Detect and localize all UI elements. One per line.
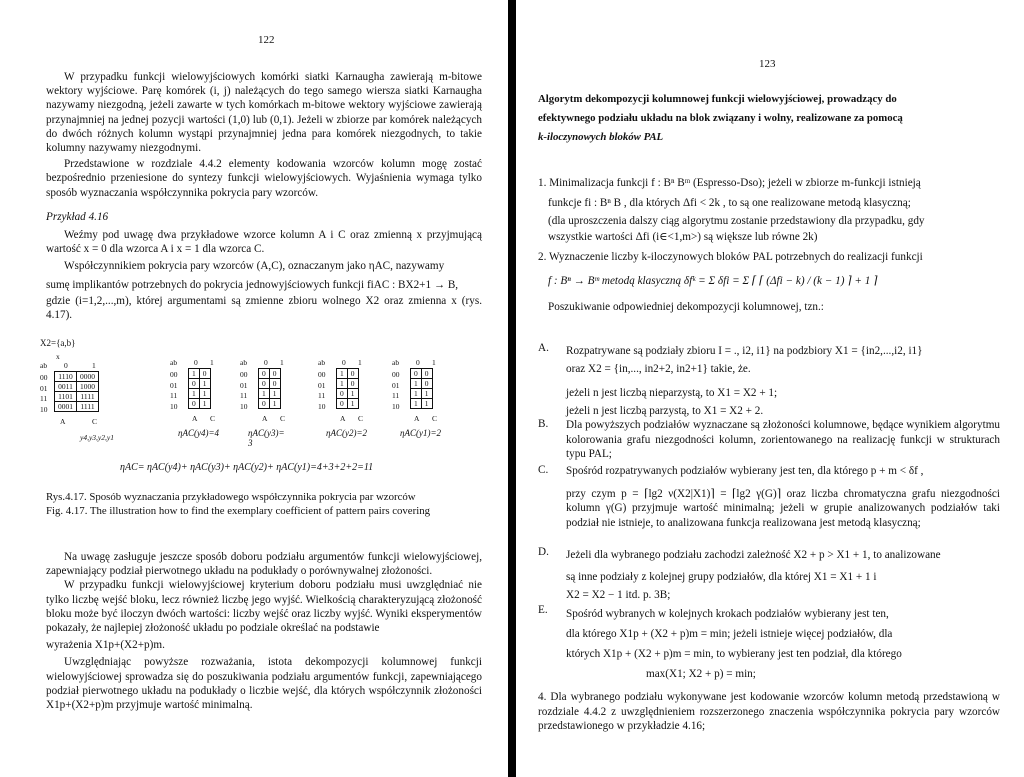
set-label: X2={a,b}: [40, 338, 76, 348]
heading-line-1: Algorytm dekompozycji kolumnowej funkcji wielowyjściowej, prowadzący do: [538, 93, 897, 105]
row-labels: [40, 373, 48, 415]
kmap-cell: 0: [269, 369, 280, 379]
col0-label: 0: [264, 358, 268, 367]
col1-label: 1: [432, 358, 436, 367]
col-name-a: A: [192, 414, 198, 423]
kmap-cell: 1111: [77, 402, 99, 412]
col0-label: 0: [64, 361, 68, 370]
row-label: 00: [240, 370, 248, 379]
caption-en: Fig. 4.17. The illustration how to find the exemplary coefficient of pattern pairs covering: [46, 505, 430, 518]
ab-label: ab: [170, 358, 178, 367]
sub-kmap-table: [336, 368, 359, 409]
col1-label: 1: [358, 358, 362, 367]
step-1-line-1: 1. Minimalizacja funkcji f : Bⁿ Bᵐ (Espresso-Dso); jeżeli w zbiorze m-funkcji istnieją: [538, 177, 921, 189]
step-2-formula: f : Bⁿ → Bᵐ metodą klasyczną δfᵏ = Σ δfi = Σ ⌈ ⌈ (Δfi − k) / (k − 1) ⌉ + 1 ⌉: [548, 275, 878, 287]
kmap-cell: 1: [421, 389, 432, 399]
kmap-cell: 0: [259, 399, 270, 409]
example-title: Przykład 4.16: [46, 211, 109, 223]
kmap-cell: 0: [347, 379, 358, 389]
kmap-cell: 1: [411, 379, 422, 389]
row-label: 00: [170, 370, 178, 379]
row-label: 11: [318, 391, 326, 400]
example-sum: sumę implikantów potrzebnych do pokrycia jednowyjściowych funkcji fiAC : BX2+1 → B,: [46, 278, 459, 291]
kmap-cell: 1: [199, 399, 210, 409]
row-label: 10: [170, 401, 178, 411]
row-label: 10: [240, 401, 248, 411]
example-definition: Współczynnikiem pokrycia pary wzorców (A,C), oznaczanym jako ηAC, nazywamy: [64, 259, 445, 272]
row-label: 11: [40, 394, 48, 403]
step-e-line-3: których X1p + (X2 + p)m = min, to wybierany jest ten podział, dla którego: [566, 648, 902, 660]
step-d-line-3: X2 = X2 − 1 itd. p. 3B;: [566, 589, 671, 601]
step-a-line-4: jeżeli n jest liczbą parzystą, to X1 = X2 + 2.: [566, 405, 764, 417]
kmap-cell: 1: [189, 369, 200, 379]
paragraph-1-text: W przypadku funkcji wielowyjściowych komórki siatki Karnaugha zawierają m-bitowe wektory wyjściowe. Parę komórek (i, j) należących do tego samego wiersza siatki Karnaugha nazywamy niezgodną, jeżeli zawarte w tych komórkach m-bitowe wektory wyjściowe zawierają przynajmniej na jednej pozycji wartości (1,0) lub (0,1). Jeżeli w zbiorze par komórek należących do dwóch różnych kolumn wystąpi przynajmniej jedna para komórek niezgodnych, to takie kolumny nazywamy niezgodnymi.: [46, 71, 482, 155]
step-1-line-4: wszystkie wartości Δfi (i∈<1,m>) są większe lub równe 2k): [548, 231, 818, 243]
row-label: 10: [392, 401, 400, 411]
step-a-line-3: jeżeli n jest liczbą nieparzystą, to X1 = X2 + 1;: [566, 387, 778, 399]
label-c: C.: [538, 464, 549, 476]
kmap-cell: 1: [199, 389, 210, 399]
example-where: gdzie (i=1,2,...,m), której argumentami są zmienne zbioru wolnego X2 oraz zmienna x (rys. 4.17).: [46, 295, 482, 322]
row-label: 01: [40, 383, 48, 393]
example-block: [46, 210, 482, 322]
eta-value: ηAC(y1)=2: [400, 428, 442, 438]
row-label: 00: [40, 373, 48, 382]
col-name-a: A: [262, 414, 268, 423]
eta-value: ηAC(y4)=4: [178, 428, 220, 438]
step-1-line-2: funkcje fi : Bⁿ B , dla których Δfi < 2k , to są one realizowane metodą klasyczną;: [548, 197, 911, 209]
kmap-cell: 1: [421, 399, 432, 409]
label-e: E.: [538, 604, 548, 616]
sub-kmap-table: [410, 368, 433, 409]
kmap-cell: 1: [259, 389, 270, 399]
kmap-cell: 1111: [77, 392, 99, 402]
sub-kmap-table: [258, 368, 281, 409]
kmap-cell: 0: [189, 399, 200, 409]
kmap-cell: 1101: [55, 392, 77, 402]
algorithm-heading: [538, 90, 1000, 147]
row-label: 01: [318, 380, 326, 390]
ab-label: ab: [392, 358, 400, 367]
col1-label: 1: [280, 358, 284, 367]
kmap-cell: 0: [421, 379, 432, 389]
label-b: B.: [538, 418, 549, 430]
step-2-line-3: Poszukiwanie odpowiedniej dekompozycji kolumnowej, tzn.:: [548, 301, 824, 313]
label-a: A.: [538, 342, 549, 354]
kmap-cell: 0: [411, 369, 422, 379]
heading-line-3: k-iloczynowych bloków PAL: [538, 131, 664, 143]
caption: [46, 490, 482, 518]
kmap-cell: 1000: [77, 382, 99, 392]
step-e: [566, 604, 1000, 684]
paragraph-7: Uwzględniając powyższe rozważania, istota dekompozycji kolumnowej funkcji wielowyjściowej sprowadza się do poszukiwania podziału argumentów funkcji, zapewniającego podział pierwotnego układu na podukłady o liczbie wejść, dla których współczynnik złożoności X1p+(X2+p)m przyjmuje wartość minimalną.: [46, 656, 482, 712]
sub-kmap-table: [188, 368, 211, 409]
kmap-cell: 0: [421, 369, 432, 379]
col-name-c: C: [432, 414, 438, 423]
kmap-cell: 1: [347, 399, 358, 409]
col-name-a: A: [414, 414, 420, 423]
step-a: [566, 342, 1000, 420]
right-page: [516, 0, 1024, 777]
kmap-cell: 1: [269, 399, 280, 409]
caption-pl: Rys.4.17. Sposób wyznaczania przykładowego współczynnika pokrycia par wzorców: [46, 491, 416, 503]
row-label: 01: [392, 380, 400, 390]
step-c: [566, 464, 1000, 530]
step-d: [566, 546, 1000, 604]
heading-line-2: efektywnego podziału układu na blok związany i wolny, realizowane za pomocą: [538, 112, 903, 124]
kmap-cell: 0000: [77, 372, 99, 382]
kmap-cell: 0: [259, 369, 270, 379]
kmap-cell: 1: [189, 389, 200, 399]
step-2-line-1: 2. Wyznaczenie liczby k-iloczynowych bloków PAL potrzebnych do realizacji funkcji: [538, 251, 923, 263]
ab-label: ab: [240, 358, 248, 367]
kmap-cell: 0011: [55, 382, 77, 392]
kmap-cell: 1: [337, 369, 348, 379]
step-1-line-3: (dla uproszczenia dalszy ciąg algorytmu zostanie przedstawiony dla przypadku, gdy: [548, 215, 925, 227]
kmap-cell: 0: [337, 399, 348, 409]
step-b-text: Dla powyższych podziałów wyznaczane są złożoności kolumnowe, będące wynikiem algorytmu kolorowania grafu niezgodności kolumn, zorientowanego na realizację funkcji w strukturach typu PAL;: [566, 419, 1000, 460]
main-karnaugh-map: [54, 371, 99, 412]
col1-label: 1: [210, 358, 214, 367]
row-label: 11: [392, 391, 400, 400]
step-1: [538, 175, 1000, 315]
col-name-c: C: [92, 417, 98, 426]
eta-value: ηAC(y3)= 3: [248, 428, 285, 448]
eta-formula: ηAC= ηAC(y4)+ ηAC(y3)+ ηAC(y2)+ ηAC(y1)=4+3+2+2=11: [120, 462, 374, 473]
page-number: 122: [258, 34, 275, 46]
row-label: 11: [170, 391, 178, 400]
label-d: D.: [538, 546, 549, 558]
page-number: 123: [759, 58, 776, 70]
kmap-cell: 0: [259, 379, 270, 389]
col-name-c: C: [210, 414, 216, 423]
paragraph-6-expr: wyrażenia X1p+(X2+p)m.: [46, 639, 165, 652]
kmap-cell: 0: [347, 369, 358, 379]
col0-label: 0: [342, 358, 346, 367]
step-d-line-1: Jeżeli dla wybranego podziału zachodzi zależność X2 + p > X1 + 1, to analizowane: [566, 549, 941, 561]
step-a-line-1: Rozpatrywane są podziały zbioru I = ., i2, i1} na podzbiory X1 = {in2,...,i2, i1}: [566, 345, 923, 357]
step-4-text: 4. Dla wybranego podziału wykonywane jest kodowanie wzorców kolumn metodą przedstawioną w rozdziale 4.4.2 z uwzględnieniem rozszerzonego znaczenia współczynnika pokrycia pary wzorców przedstawionego w przykładzie 4.16;: [538, 691, 1000, 732]
col-name-a: A: [60, 417, 66, 426]
paragraph-block-2: [46, 550, 482, 712]
col-name-a: A: [340, 414, 346, 423]
ab-label: ab: [40, 361, 48, 370]
row-label: 10: [40, 404, 48, 414]
eta-value: ηAC(y2)=2: [326, 428, 368, 438]
kmap-cell: 0: [189, 379, 200, 389]
kmap-cell: 1: [199, 379, 210, 389]
col-name-c: C: [280, 414, 286, 423]
kmap-cell: 0: [199, 369, 210, 379]
row-label: 00: [318, 370, 326, 379]
kmap-cell: 1: [411, 399, 422, 409]
step-c-line-2: przy czym p = ⌈lg2 ν(X2|X1)⌉ = ⌈lg2 γ(G)⌉ oraz liczba chromatyczna grafu niezgodności kolumn γ(G) przyjmuje wartość minimalną; jeżeli w grupie analizowanych podziałów taki podział nie istnieje, to analizowana funkcja realizowana jest metodą klasyczną;: [566, 487, 1000, 529]
paragraph-2-text: Przedstawione w rozdziale 4.4.2 elementy kodowania wzorców kolumn mogę zostać bezpośrednio przeniesione do syntezy funkcji wielowyjściowych. Wyjaśnienia wymaga tylko sposób wyznaczania współczynnika pokrycia pary wzorców.: [46, 158, 482, 199]
ab-label: ab: [318, 358, 326, 367]
y-label: y4,y3,y2,y1: [80, 433, 114, 442]
kmap-cell: 0001: [55, 402, 77, 412]
kmap-cell: 1: [347, 389, 358, 399]
col0-label: 0: [416, 358, 420, 367]
step-c-line-1: Spośród rozpatrywanych podziałów wybierany jest ten, dla którego p + m < δf ,: [566, 465, 924, 477]
step-e-line-2: dla którego X1p + (X2 + p)m = min; jeżeli istnieje więcej podziałów, dla: [566, 628, 893, 640]
paragraph-5: Na uwagę zasługuje jeszcze sposób doboru podziału argumentów funkcji wielowyjściowej, zapewniający podział pierwotnego układu na podukłady o porównywalnej złożoności.: [46, 551, 482, 578]
kmap-cell: 1: [269, 389, 280, 399]
paragraph-6: W przypadku funkcji wielowyjściowej kryterium doboru podziału musi uwzględniać nie tylko liczbę wejść bloku, lecz również liczbę jego wyjść. Wielkością charakteryzującą złożoność bloku może być iloczyn dwóch wartości: liczby wejść oraz liczby wyjść. Wyniki eksperymentów pokazały, że najlepiej złożoność układu po podziale określać na podstawie: [46, 579, 482, 635]
step-b: [566, 418, 1000, 462]
paragraph-1: [46, 70, 482, 200]
col0-label: 0: [194, 358, 198, 367]
left-page: [0, 0, 508, 777]
kmap-cell: 0: [269, 379, 280, 389]
step-4: [538, 690, 1000, 734]
col1-label: 1: [92, 361, 96, 370]
kmap-cell: 1110: [55, 372, 77, 382]
row-label: 01: [240, 380, 248, 390]
step-e-line-1: Spośród wybranych w kolejnych krokach podziałów wybierany jest ten,: [566, 608, 889, 620]
row-label: 00: [392, 370, 400, 379]
row-label: 11: [240, 391, 248, 400]
x-label: x: [56, 352, 60, 361]
col-name-c: C: [358, 414, 364, 423]
figure-4-17: [40, 338, 500, 488]
kmap-cell: 1: [411, 389, 422, 399]
row-label: 10: [318, 401, 326, 411]
row-label: 01: [170, 380, 178, 390]
kmap-cell: 1: [337, 379, 348, 389]
example-text: Weźmy pod uwagę dwa przykładowe wzorce kolumn A i C oraz zmienną x przyjmującą wartość x = 0 dla wzorca A i x = 1 dla wzorca C.: [46, 229, 482, 256]
step-e-line-4: max(X1; X2 + p) = min;: [646, 668, 756, 680]
step-d-line-2: są inne podziały z kolejnej grupy podziałów, dla której X1 = X1 + 1 i: [566, 571, 877, 583]
step-a-line-2: oraz X2 = {in,..., in2+2, in2+1} takie, że.: [566, 363, 751, 375]
kmap-cell: 0: [337, 389, 348, 399]
